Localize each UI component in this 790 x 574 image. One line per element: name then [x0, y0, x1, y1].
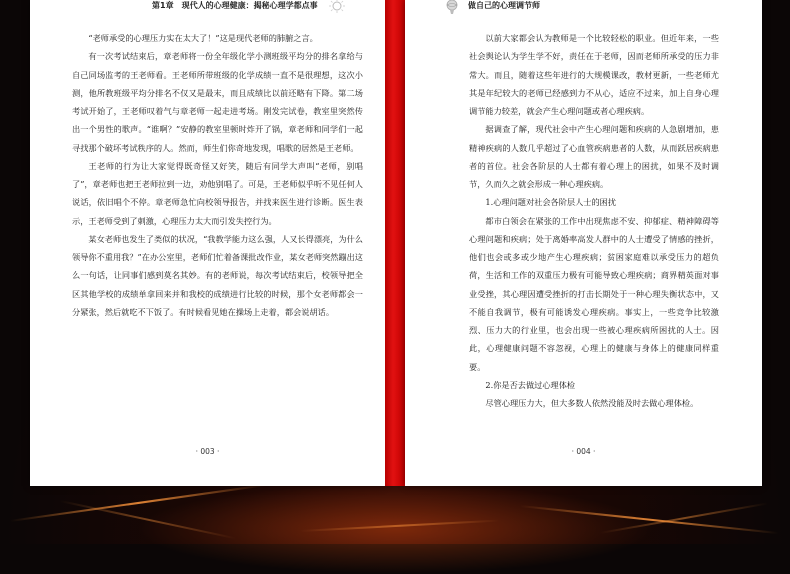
page-number: · 003 · — [195, 447, 220, 456]
page-number: · 004 · — [571, 447, 596, 456]
paragraph: 王老师的行为让大家觉得既奇怪又好笑，随后有同学大声叫“老师，别唱了”，章老师也把王老师拉到一边，劝他别唱了。可是，王老师似乎听不见任何人说话，依旧唱个不停。章老师急忙向校领导报告，并找来医生进行诊断。医生表示，王老师受到了刺激，心理压力太大而引发失控行为。 — [72, 160, 363, 226]
page-body — [72, 29, 363, 321]
paragraph: 以前大家都会认为教师是一个比较轻松的职业。但近年来，一些社会舆论认为学生学不好，责任在于老师，因而老师所承受的压力非常大。而且，随着这些年进行的大规模课改，教材更新，一些老师尤其是年纪较大的老师已经感到力不从心，适应不过来，加上自身心理调节能力较差，就会产生心理问题或者心理疾病。 — [469, 33, 719, 116]
running-head: 做自己的心理调节师 — [468, 1, 540, 10]
section-heading: 1.心理问题对社会各阶层人士的困扰 — [485, 197, 617, 208]
right-page — [405, 0, 762, 486]
paragraph: 某女老师也发生了类似的状况，“我教学能力这么强，人又长得漂亮，为什么领导你不重用我？”在办公室里，老师们忙着备课批改作业，某女老师突然蹦出这么一句话，让同事们感到莫名其妙。有的老师说，每次考试结束后，校领导把全区其他学校的成绩单拿回来并和我校的成绩进行比较的时候，那个女老师都会一分紧张，然后就吃不下饭了。有时候看见她在操场上走着，都会说胡话。 — [72, 233, 363, 317]
section-heading: 2.你是否去做过心理体检 — [485, 379, 576, 390]
paragraph: 尽管心理压力大，但大多数人依然没能及时去做心理体检。 — [485, 398, 699, 408]
page-body — [469, 29, 719, 412]
paragraph: 有一次考试结束后，章老师将一份全年级化学小测班级平均分的排名拿给与自己同场监考的王老师看。王老师所带班级的化学成绩一直不是很理想，这次小测，他所教班级平均分排名不仅又是最末，而且成绩比以前还略有下降。第二场考试开始了，王老师叹着气与章老师一起走进考场。刚发完试卷，教室里突然传出一个男性的歌声。“谁啊？”安静的教室里顿时炸开了锅，章老师和同学们一起寻找那个破坏考试秩序的人。然而，师生们你奇地发现，唱歌的居然是王老师。 — [72, 51, 363, 153]
paragraph: “老师承受的心理压力实在太大了！”这是现代老师的肺腑之言。 — [88, 33, 318, 43]
background-glow — [135, 484, 655, 574]
left-page — [30, 0, 385, 486]
page-spine — [385, 0, 405, 486]
paragraph: 据调查了解，现代社会中产生心理问题和疾病的人急剧增加，患精神疾病的人数几乎超过了心血管疾病患者的人数，从而跃居疾病患者的首位。社会各阶层的人士都有着心理上的困扰，如果不及时调节，久而久之就会形成一种心理疾病。 — [469, 124, 719, 189]
paragraph: 都市白领会在紧张的工作中出现焦虑不安、抑郁症、精神障碍等心理问题和疾病；处于离婚率高发人群中的人士遭受了情感的挫折，他们也会或多或少地产生心理疾病；贫困家庭难以承受压力的超负荷，生活和工作的双重压力极有可能导致心理疾病；商界精英面对事业受挫，其心理因遭受挫折的打击长期处于一种心理失衡状态中，又不能自我调节，极有可能诱发心理疾病。事实上，一些竞争比较激烈、压力大的行业里，也会出现一些被心理疾病所困扰的人士。因此，心理健康问题不容忽视，心理上的健康与身体上的健康同样重要。 — [469, 215, 719, 372]
sun-burst-icon — [326, 0, 348, 16]
globe-icon — [441, 0, 463, 16]
running-head: 第1章 现代人的心理健康：揭秘心理学都点事 — [152, 1, 318, 10]
